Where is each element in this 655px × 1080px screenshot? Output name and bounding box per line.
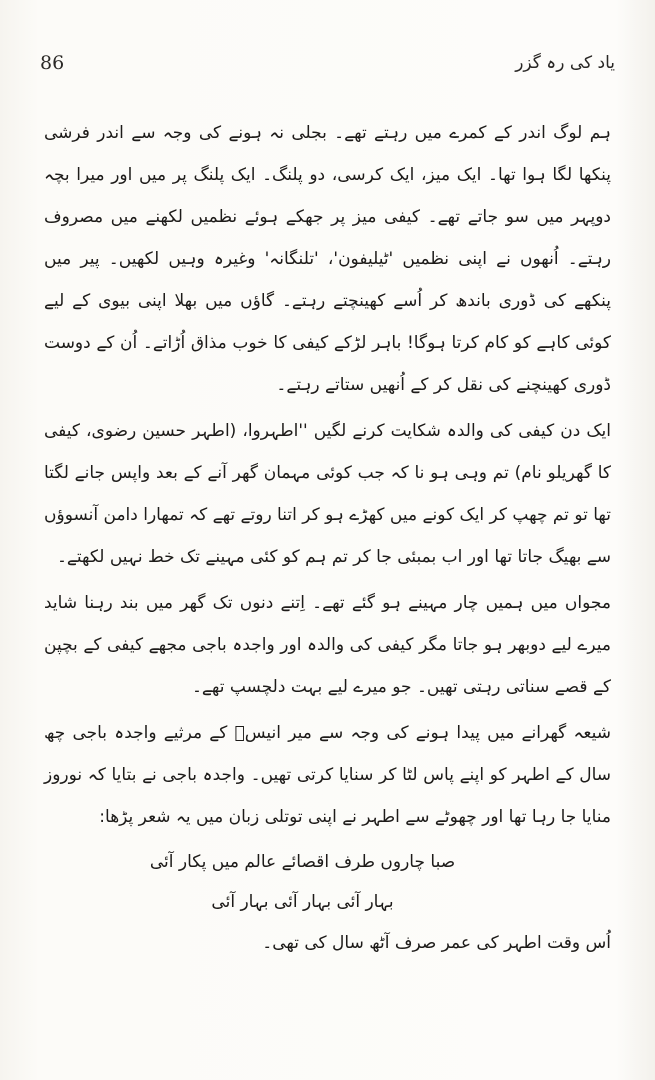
couplet-line-1: صبا چاروں طرف اقصائے عالم میں پکار آئی xyxy=(149,852,456,872)
page-number: 86 xyxy=(40,52,65,74)
paragraph-4: شیعہ گھرانے میں پیدا ہونے کی وجہ سے میر انیسؔ کے مرثیے واجدہ باجی چھ سال کے اطہر کو اپنے پاس لٹا کر سنایا کرتی تھیں۔ واجدہ باجی نے بتایا کہ نوروز منایا جا رہا تھا اور چھوٹے سے اطہر نے اپنی توتلی زبان میں یہ شعر پڑھا: xyxy=(44,723,611,827)
closing-line: اُس وقت اطہر کی عمر صرف آٹھ سال کی تھی۔ xyxy=(262,933,611,953)
paragraph-3: مجواں میں ہمیں چار مہینے ہو گئے تھے۔ اِتنے دنوں تک گھر میں بند رہنا شاید میرے لیے دوبھر ہو جاتا مگر کیفی کی والدہ اور واجدہ باجی مجھے کیفی کے بچپن کے قصے سناتی رہتی تھیں۔ جو میرے لیے بہت دلچسپ تھے۔ xyxy=(44,593,611,697)
running-title: یاد کی رہ گزر xyxy=(515,53,615,73)
couplet-line-2: بہار آئی بہار آئی بہار آئی xyxy=(211,892,394,912)
paragraph-2: ایک دن کیفی کی والدہ شکایت کرنے لگیں ''اطہروا، (اطہر حسین رضوی، کیفی کا گھریلو نام) تم وہی ہو نا کہ جب کوئی مہمان گھر آنے کے بعد واپس جانے لگتا تھا تو تم چھپ کر ایک کونے میں کھڑے ہو کر اتنا روتے تھے کہ تمھارا دامن آنسوؤں سے بھیگ جاتا تھا اور اب بمبئی جا کر تم ہم کو کئی مہینے تک خط نہیں لکھتے۔ xyxy=(44,421,611,567)
body-text xyxy=(44,102,611,968)
couplet xyxy=(44,842,611,922)
paragraph-1: ہم لوگ اندر کے کمرے میں رہتے تھے۔ بجلی نہ ہونے کی وجہ سے اندر فرشی پنکھا لگا ہوا تھا۔ ایک میز، ایک کرسی، دو پلنگ۔ ایک پلنگ پر میں اور میرا بچہ دوپہر میں سو جاتے تھے۔ کیفی میز پر جھکے ہوئے نظمیں لکھنے میں مصروف رہتے۔ اُنھوں نے اپنی نظمیں 'ٹیلیفون'، 'تلنگانہ' وغیرہ وہیں لکھیں۔ پیر میں پنکھے کی ڈوری باندھ کر اُسے کھینچتے رہتے۔ گاؤں میں بھلا اپنی بیوی کے لیے کوئی کاہے کو کام کرتا ہوگا! باہر لڑکے کیفی کا خوب مذاق اُڑاتے۔ اُن کے دوست ڈوری کھینچنے کی نقل کر کے اُنھیں ستاتے رہتے۔ xyxy=(44,123,611,395)
running-header xyxy=(40,52,615,86)
